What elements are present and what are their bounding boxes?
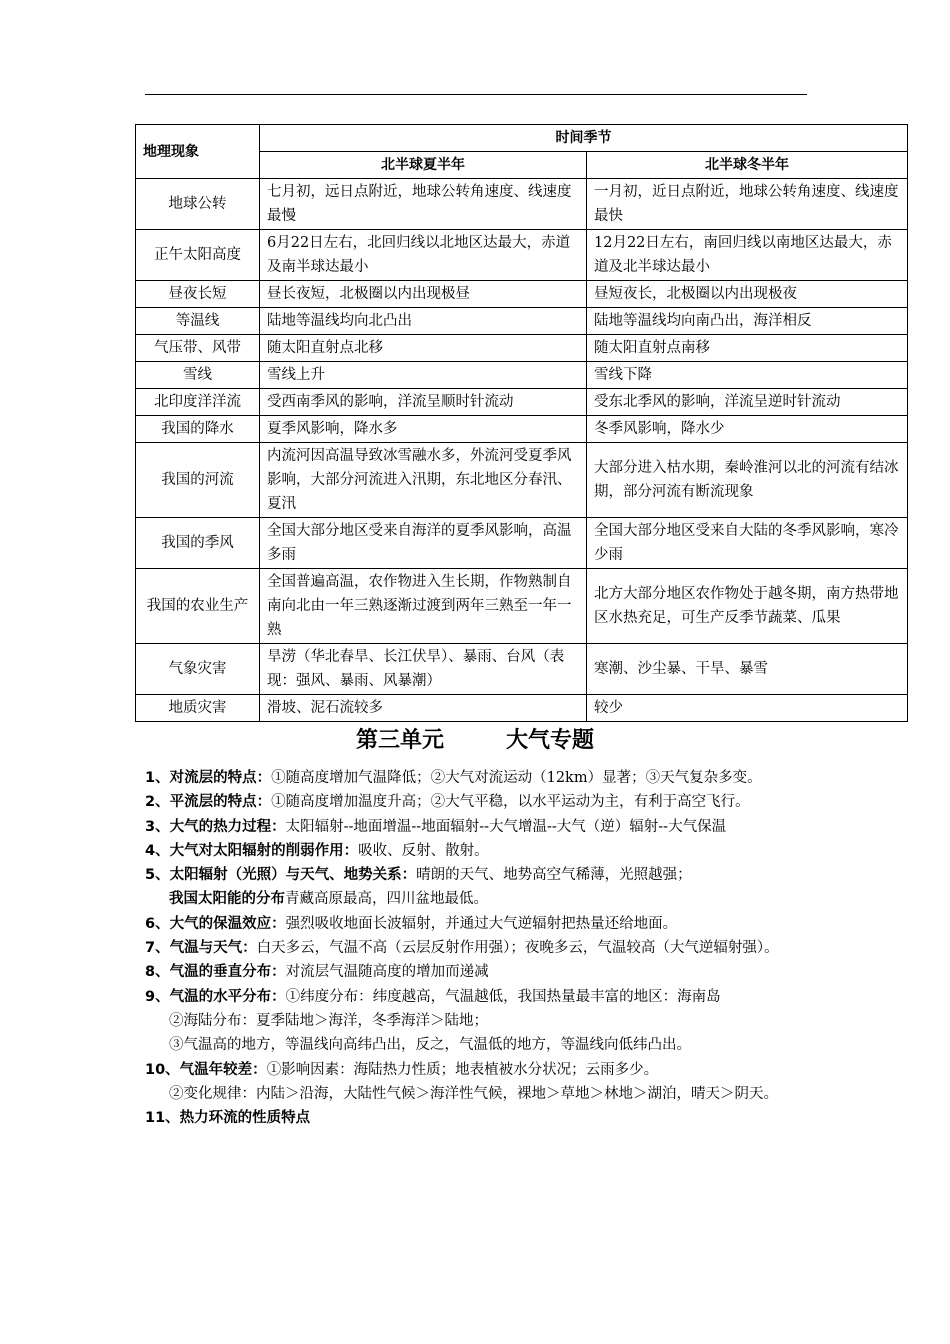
note-label: 我国太阳能的分布 bbox=[169, 891, 285, 908]
note-label: 8、气温的垂直分布： bbox=[145, 964, 286, 981]
summer-cell: 滑坡、泥石流较多 bbox=[260, 695, 587, 722]
winter-cell: 一月初，近日点附近，地球公转角速度、线速度最快 bbox=[587, 179, 908, 230]
note-item bbox=[145, 815, 813, 839]
phenomenon-cell: 气象灾害 bbox=[136, 644, 260, 695]
table-row bbox=[136, 308, 908, 335]
note-label: 10、气温年较差： bbox=[145, 1061, 267, 1078]
note-label: 7、气温与天气： bbox=[145, 940, 257, 957]
winter-cell: 大部分进入枯水期，秦岭淮河以北的河流有结冰期，部分河流有断流现象 bbox=[587, 443, 908, 518]
table-row bbox=[136, 281, 908, 308]
summer-cell: 全国普遍高温，农作物进入生长期，作物熟制自南向北由一年三熟逐渐过渡到两年三熟至一年一熟 bbox=[260, 569, 587, 644]
note-label: 2、平流层的特点： bbox=[145, 794, 272, 811]
table-row bbox=[136, 362, 908, 389]
winter-cell: 昼短夜长，北极圈以内出现极夜 bbox=[587, 281, 908, 308]
table-row bbox=[136, 179, 908, 230]
note-text: ①随高度增加温度升高；②大气平稳，以水平运动为主，有利于高空飞行。 bbox=[271, 794, 750, 811]
note-item bbox=[145, 766, 813, 790]
table-row bbox=[136, 389, 908, 416]
note-label: 6、大气的保温效应： bbox=[145, 915, 286, 932]
summer-cell: 内流河因高温导致冰雪融水多，外流河受夏季风影响，大部分河流进入汛期，东北地区分春汛、夏汛 bbox=[260, 443, 587, 518]
header-rule bbox=[145, 94, 807, 95]
phenomenon-cell: 地质灾害 bbox=[136, 695, 260, 722]
note-text: ②变化规律：内陆＞沿海，大陆性气候＞海洋性气候，裸地＞草地＞林地＞湖泊，晴天＞阴天。 bbox=[169, 1085, 778, 1102]
note-label: 5、太阳辐射（光照）与天气、地势关系： bbox=[145, 867, 417, 884]
unit-number: 第三单元 bbox=[355, 728, 444, 753]
winter-cell: 12月22日左右，南回归线以南地区达最大，赤道及北半球达最小 bbox=[587, 230, 908, 281]
winter-cell: 较少 bbox=[587, 695, 908, 722]
table-row bbox=[136, 569, 908, 644]
note-item bbox=[145, 863, 813, 887]
phenomenon-cell: 气压带、风带 bbox=[136, 335, 260, 362]
winter-cell: 雪线下降 bbox=[587, 362, 908, 389]
phenomenon-cell: 地球公转 bbox=[136, 179, 260, 230]
note-label: 9、气温的水平分布： bbox=[145, 988, 286, 1005]
table-row bbox=[136, 416, 908, 443]
summer-cell: 受西南季风的影响，洋流呈顺时针流动 bbox=[260, 389, 587, 416]
note-item bbox=[145, 887, 813, 911]
table-body bbox=[136, 179, 908, 722]
unit-topic: 大气专题 bbox=[506, 728, 595, 753]
winter-cell: 全国大部分地区受来自大陆的冬季风影响，寒冷少雨 bbox=[587, 518, 908, 569]
note-item bbox=[145, 790, 813, 814]
note-text: 白天多云，气温不高（云层反射作用强）；夜晚多云，气温较高（大气逆辐射强）。 bbox=[256, 940, 779, 957]
note-text: 青藏高原最高，四川盆地最低。 bbox=[285, 891, 488, 908]
note-text: 晴朗的天气、地势高空气稀薄，光照越强； bbox=[416, 867, 692, 884]
table-row bbox=[136, 695, 908, 722]
table-row bbox=[136, 230, 908, 281]
phenomenon-cell: 我国的河流 bbox=[136, 443, 260, 518]
note-item bbox=[145, 936, 813, 960]
notes-list bbox=[145, 766, 813, 1130]
note-item bbox=[145, 960, 813, 984]
note-item bbox=[145, 1033, 813, 1057]
summer-cell: 七月初，远日点附近，地球公转角速度、线速度最慢 bbox=[260, 179, 587, 230]
note-item bbox=[145, 985, 813, 1009]
column-header-winter: 北半球冬半年 bbox=[587, 152, 908, 179]
note-text: ②海陆分布：夏季陆地＞海洋，冬季海洋＞陆地； bbox=[169, 1012, 488, 1029]
summer-cell: 全国大部分地区受来自海洋的夏季风影响，高温多雨 bbox=[260, 518, 587, 569]
phenomenon-cell: 等温线 bbox=[136, 308, 260, 335]
winter-cell: 冬季风影响，降水少 bbox=[587, 416, 908, 443]
note-item bbox=[145, 912, 813, 936]
note-item bbox=[145, 1009, 813, 1033]
winter-cell: 受东北季风的影响，洋流呈逆时针流动 bbox=[587, 389, 908, 416]
summer-cell: 陆地等温线均向北凸出 bbox=[260, 308, 587, 335]
table-row bbox=[136, 518, 908, 569]
summer-cell: 夏季风影响，降水多 bbox=[260, 416, 587, 443]
summer-cell: 随太阳直射点北移 bbox=[260, 335, 587, 362]
note-text: ①影响因素：海陆热力性质；地表植被水分状况；云雨多少。 bbox=[266, 1061, 659, 1078]
summer-cell: 雪线上升 bbox=[260, 362, 587, 389]
unit-title bbox=[0, 724, 950, 758]
phenomenon-cell: 我国的季风 bbox=[136, 518, 260, 569]
summer-cell: 旱涝（华北春旱、长江伏旱）、暴雨、台风（表现：强风、暴雨、风暴潮） bbox=[260, 644, 587, 695]
table-group-header: 时间季节 bbox=[260, 125, 908, 152]
note-text: ①纬度分布：纬度越高，气温越低，我国热量最丰富的地区：海南岛 bbox=[285, 988, 721, 1005]
winter-cell: 陆地等温线均向南凸出，海洋相反 bbox=[587, 308, 908, 335]
phenomenon-cell: 昼夜长短 bbox=[136, 281, 260, 308]
phenomenon-cell: 雪线 bbox=[136, 362, 260, 389]
note-item bbox=[145, 839, 813, 863]
note-label: 3、大气的热力过程： bbox=[145, 818, 286, 835]
note-text: 吸收、反射、散射。 bbox=[358, 842, 489, 859]
table-row bbox=[136, 443, 908, 518]
winter-cell: 寒潮、沙尘暴、干旱、暴雪 bbox=[587, 644, 908, 695]
phenomenon-cell: 正午太阳高度 bbox=[136, 230, 260, 281]
table-corner-header: 地理现象 bbox=[136, 125, 260, 179]
summer-cell: 昼长夜短，北极圈以内出现极昼 bbox=[260, 281, 587, 308]
column-header-summer: 北半球夏半年 bbox=[260, 152, 587, 179]
note-label: 11、热力环流的性质特点 bbox=[145, 1110, 311, 1127]
note-item bbox=[145, 1058, 813, 1082]
table-row bbox=[136, 644, 908, 695]
note-text: 强烈吸收地面长波辐射，并通过大气逆辐射把热量还给地面。 bbox=[285, 915, 678, 932]
phenomenon-cell: 北印度洋洋流 bbox=[136, 389, 260, 416]
phenomenon-cell: 我国的农业生产 bbox=[136, 569, 260, 644]
note-item bbox=[145, 1106, 813, 1130]
note-label: 1、对流层的特点： bbox=[145, 770, 272, 786]
note-item bbox=[145, 1082, 813, 1106]
table-row bbox=[136, 335, 908, 362]
note-label: 4、大气对太阳辐射的削弱作用： bbox=[145, 842, 359, 859]
winter-cell: 北方大部分地区农作物处于越冬期，南方热带地区水热充足，可生产反季节蔬菜、瓜果 bbox=[587, 569, 908, 644]
winter-cell: 随太阳直射点南移 bbox=[587, 335, 908, 362]
note-text: 对流层气温随高度的增加而递减 bbox=[285, 964, 489, 981]
summer-cell: 6月22日左右，北回归线以北地区达最大，赤道及南半球达最小 bbox=[260, 230, 587, 281]
note-text: ①随高度增加气温降低；②大气对流运动（12km）显著；③天气复杂多变。 bbox=[271, 770, 762, 786]
note-text: 太阳辐射--地面增温--地面辐射--大气增温--大气（逆）辐射--大气保温 bbox=[285, 818, 727, 835]
seasonal-phenomena-table bbox=[135, 124, 908, 722]
phenomenon-cell: 我国的降水 bbox=[136, 416, 260, 443]
note-text: ③气温高的地方，等温线向高纬凸出，反之，气温低的地方，等温线向低纬凸出。 bbox=[169, 1037, 691, 1054]
